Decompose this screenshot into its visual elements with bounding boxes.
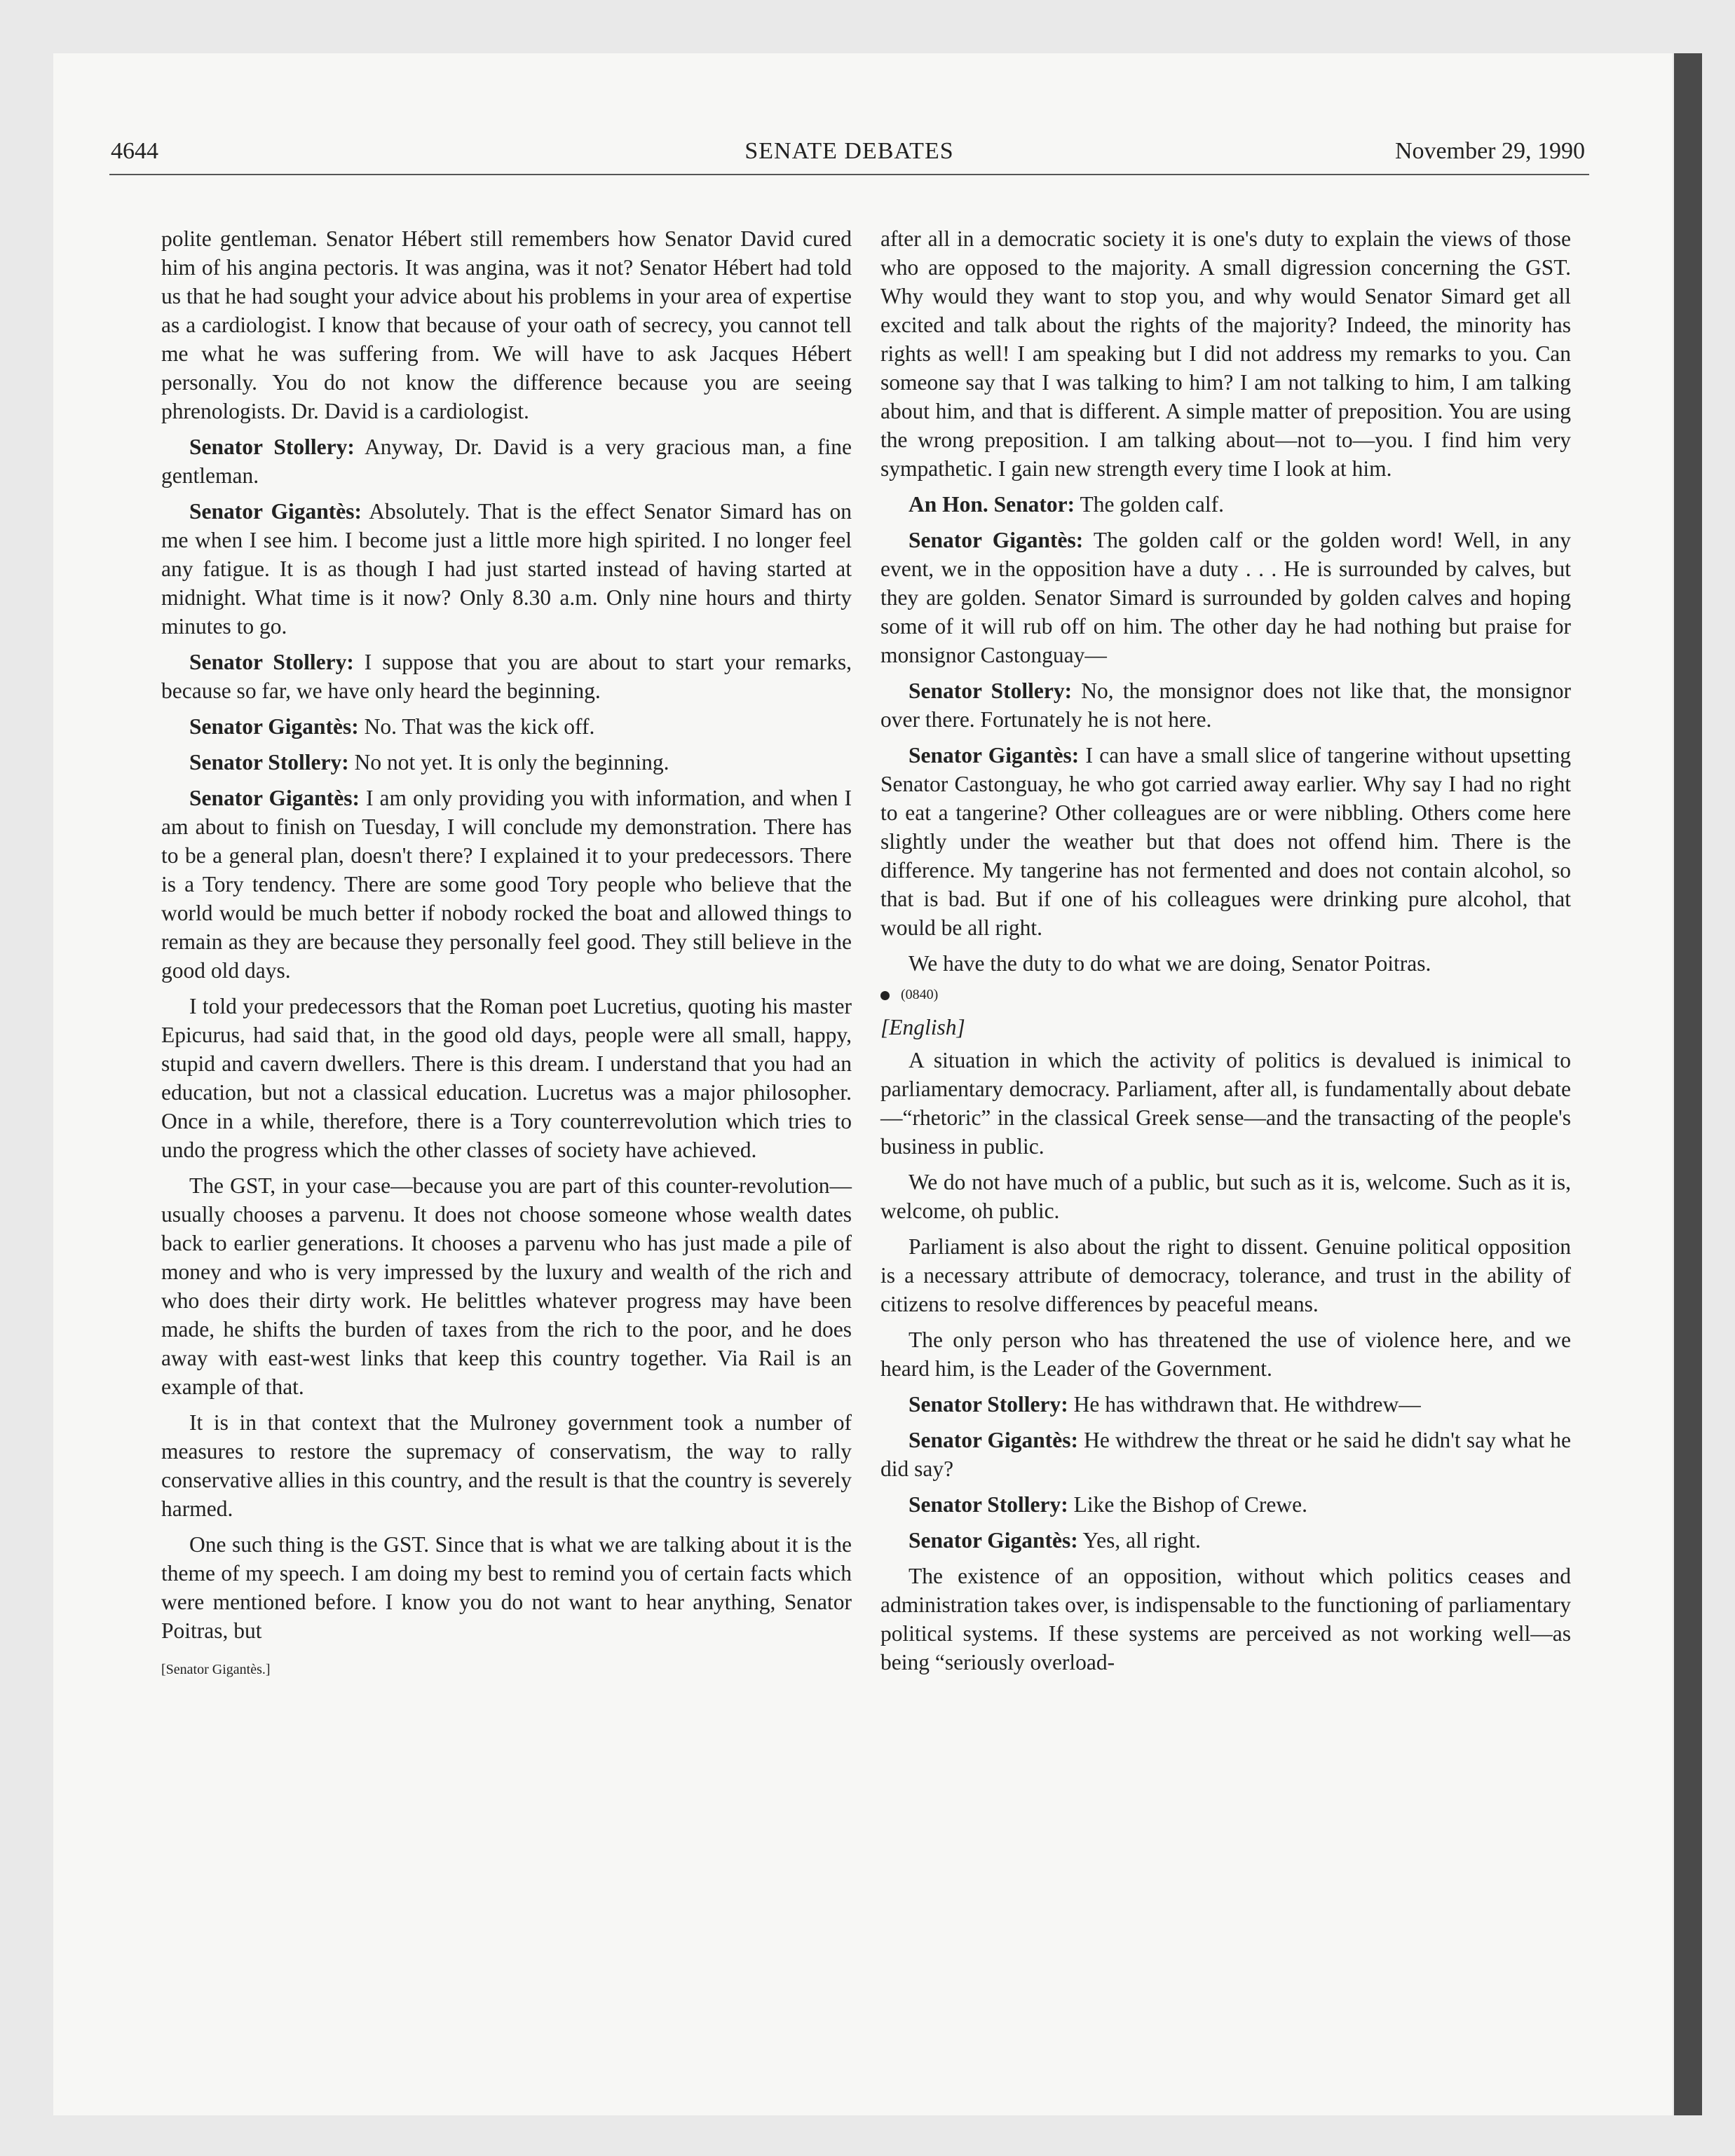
speaker-name: An Hon. Senator: [909, 492, 1075, 517]
publication-title: SENATE DEBATES [744, 138, 954, 164]
paragraph-text: Parliament is also about the right to dissent. Genuine political opposition is a necessary attribute of democracy, tolerance, and trust in the ability of citizens to resolve differences by peaceful means. [880, 1234, 1571, 1316]
paragraph [161, 1171, 852, 1401]
paragraph [880, 526, 1571, 669]
right-column-paragraphs [880, 224, 1571, 978]
right-column [880, 224, 1571, 1684]
paragraph [880, 224, 1571, 483]
speaker-continuation-note: [Senator Gigantès.] [161, 1662, 271, 1677]
paragraph-text: I can have a small slice of tangerine without upsetting Senator Castonguay, he who got carried away earlier. Why say I had no right to eat a tangerine? Other colleagues are or were nibbling. Others come here slightly under the weather but that does not offend him. There is the difference. My tangerine has not fermented and does not contain alcohol, so that is bad. But if one of his colleagues were drinking pure alcohol, that would be all right. [880, 743, 1571, 940]
publication-date: November 29, 1990 [1394, 138, 1585, 164]
speaker-name: Senator Gigantès: [189, 714, 359, 739]
paragraph-text: I am only providing you with information, and when I am about to finish on Tuesday, I will conclude my demonstration. There has to be a general plan, doesn't there? I explained it to your predecessors. There is a Tory tendency. There are some good Tory people who believe that the world would be much better if nobody rocked the boat and allowed things to remain as they are because they personally feel good. They still believe in the good old days. [161, 786, 852, 983]
paragraph [880, 1046, 1571, 1161]
paragraph-text: A situation in which the activity of politics is devalued is inimical to parliamentary democracy. Parliament, after all, is fundamentally about debate—“rhetoric” in the classical Greek sense—and the transacting of the people's business in public. [880, 1048, 1571, 1159]
paragraph [161, 1408, 852, 1523]
speaker-name: Senator Gigantès: [909, 1428, 1079, 1452]
paragraph-text: One such thing is the GST. Since that is what we are talking about it is the theme of my speech. I am doing my best to remind you of certain facts which were mentioned before. I know you do not want to hear anything, Senator Poitras, but [161, 1532, 852, 1643]
paragraph [880, 1490, 1571, 1519]
speaker-name: Senator Gigantès: [189, 499, 362, 524]
paragraph-text: I told your predecessors that the Roman poet Lucretius, quoting his master Epicurus, had said that, in the good old days, people were all small, happy, stupid and cavern dwellers. There is this dream. I understand that you had an education, but not a classical education. Lucretus was a major philosopher. Once in a while, therefore, there is a Tory counterrevolution which tries to undo the progress which the other classes of society have achieved. [161, 994, 852, 1162]
time-marker [880, 985, 1571, 1004]
paragraph-text: He withdrew the threat or he said he didn't say what he did say? [880, 1428, 1571, 1481]
left-column-paragraphs [161, 224, 852, 1645]
paragraph-text: We do not have much of a public, but such as it is, welcome. Such as it is, welcome, oh public. [880, 1170, 1571, 1223]
paragraph-text: He has withdrawn that. He withdrew— [1068, 1392, 1421, 1417]
speaker-name: Senator Stollery: [909, 1392, 1068, 1417]
paragraph-text: The existence of an opposition, without which politics ceases and administration takes over, is indispensable to the functioning of parliamentary political systems. If these systems are perceived as not working well—as being “seriously overload- [880, 1564, 1571, 1674]
paragraph [161, 224, 852, 425]
paragraph-text: The only person who has threatened the use of violence here, and we heard him, is the Leader of the Government. [880, 1328, 1571, 1381]
paragraph [880, 1562, 1571, 1677]
paragraph-text: The GST, in your case—because you are part of this counter-revolution—usually chooses a parvenu. It does not choose someone whose wealth dates back to earlier generations. It chooses a parvenu who has just made a pile of money and who is very impressed by the luxury and wealth of the rich and who does their dirty work. He belittles whatever progress may have been made, he shifts the burden of taxes from the rich to the poor, and he does away with east-west links that keep this country together. Via Rail is an example of that. [161, 1173, 852, 1399]
paragraph [880, 1168, 1571, 1225]
paragraph-text: It is in that context that the Mulroney government took a number of measures to restore the supremacy of conservatism, the way to rally conservative allies in this country, and the result is that the country is severely harmed. [161, 1410, 852, 1521]
paragraph [880, 1526, 1571, 1555]
paragraph [161, 648, 852, 705]
speaker-name: Senator Stollery: [909, 1492, 1068, 1517]
speaker-name: Senator Stollery: [189, 435, 355, 459]
paragraph [880, 1325, 1571, 1383]
paragraph [880, 1426, 1571, 1483]
paragraph-text: The golden calf or the golden word! Well, in any event, we in the opposition have a duty . . . He is surrounded by calves, but they are golden. Senator Simard is surrounded by golden calves and hoping some of it will rub off on him. The other day he had nothing but praise for monsignor Castonguay— [880, 528, 1571, 667]
paragraph-text: I suppose that you are about to start your remarks, because so far, we have only heard the beginning. [161, 650, 852, 703]
paragraph-text: polite gentleman. Senator Hébert still remembers how Senator David cured him of his angina pectoris. It was angina, was it not? Senator Hébert had told us that he had sought your advice about his problems in your area of expertise as a cardiologist. I know that because of your oath of secrecy, you cannot tell me what he was suffering from. We will have to ask Jacques Hébert personally. You do not know the difference because you are seeing phrenologists. Dr. David is a cardiologist. [161, 226, 852, 423]
speaker-name: Senator Gigantès: [909, 528, 1084, 552]
speaker-name: Senator Gigantès: [189, 786, 360, 810]
speaker-name: Senator Stollery: [189, 750, 349, 775]
left-column [161, 224, 852, 1679]
paragraph [161, 784, 852, 985]
speaker-name: Senator Stollery: [189, 650, 354, 674]
paragraph-text: We have the duty to do what we are doing, Senator Poitras. [909, 951, 1431, 976]
time-marker-text: (0840) [901, 987, 939, 1002]
paragraph-text: Yes, all right. [1077, 1528, 1201, 1553]
paragraph [161, 1530, 852, 1645]
speaker-name: Senator Stollery: [909, 678, 1073, 703]
paragraph [880, 741, 1571, 942]
paragraph [880, 490, 1571, 519]
paragraph [161, 712, 852, 741]
paragraph-text: No. That was the kick off. [358, 714, 595, 739]
paragraph [161, 497, 852, 641]
right-column-paragraphs-continued [880, 1046, 1571, 1677]
paragraph-text: Like the Bishop of Crewe. [1068, 1492, 1307, 1517]
bullet-icon [880, 991, 890, 1000]
paragraph-text: Anyway, Dr. David is a very gracious man, a fine gentleman. [161, 435, 852, 488]
paragraph-text: after all in a democratic society it is one's duty to explain the views of those who are opposed to the majority. A small digression concerning the GST. Why would they want to stop you, and why would Senator Simard get all excited and talk about the rights of the majority? Indeed, the minority has rights as well! I am speaking but I did not address my remarks to you. Can someone say that I was talking to him? I am not talking to him, I am talking about him, and that is different. A simple matter of preposition. You are using the wrong preposition. I am talking about—not to—you. I find him very sympathetic. I gain new strength every time I look at him. [880, 226, 1571, 481]
paragraph-text: No not yet. It is only the beginning. [348, 750, 669, 775]
page-header [109, 136, 1589, 175]
language-marker: [English] [880, 1015, 965, 1039]
paragraph [880, 676, 1571, 734]
page-number: 4644 [111, 138, 158, 164]
speaker-name: Senator Gigantès: [909, 743, 1080, 767]
paragraph [880, 1232, 1571, 1318]
paragraph [880, 1390, 1571, 1419]
paragraph-text: No, the monsignor does not like that, the monsignor over there. Fortunately he is not here. [880, 678, 1571, 732]
paragraph [161, 432, 852, 490]
page-binding-edge [1674, 53, 1702, 2115]
paragraph [880, 949, 1571, 978]
speaker-name: Senator Gigantès: [909, 1528, 1078, 1553]
paragraph-text: The golden calf. [1075, 492, 1224, 517]
paragraph [161, 748, 852, 777]
paragraph-text: Absolutely. That is the effect Senator Simard has on me when I see him. I become just a little more high spirited. I no longer feel any fatigue. It is as though I had just started instead of having started at midnight. What time is it now? Only 8.30 a.m. Only nine hours and thirty minutes to go. [161, 499, 852, 639]
paragraph [161, 992, 852, 1164]
